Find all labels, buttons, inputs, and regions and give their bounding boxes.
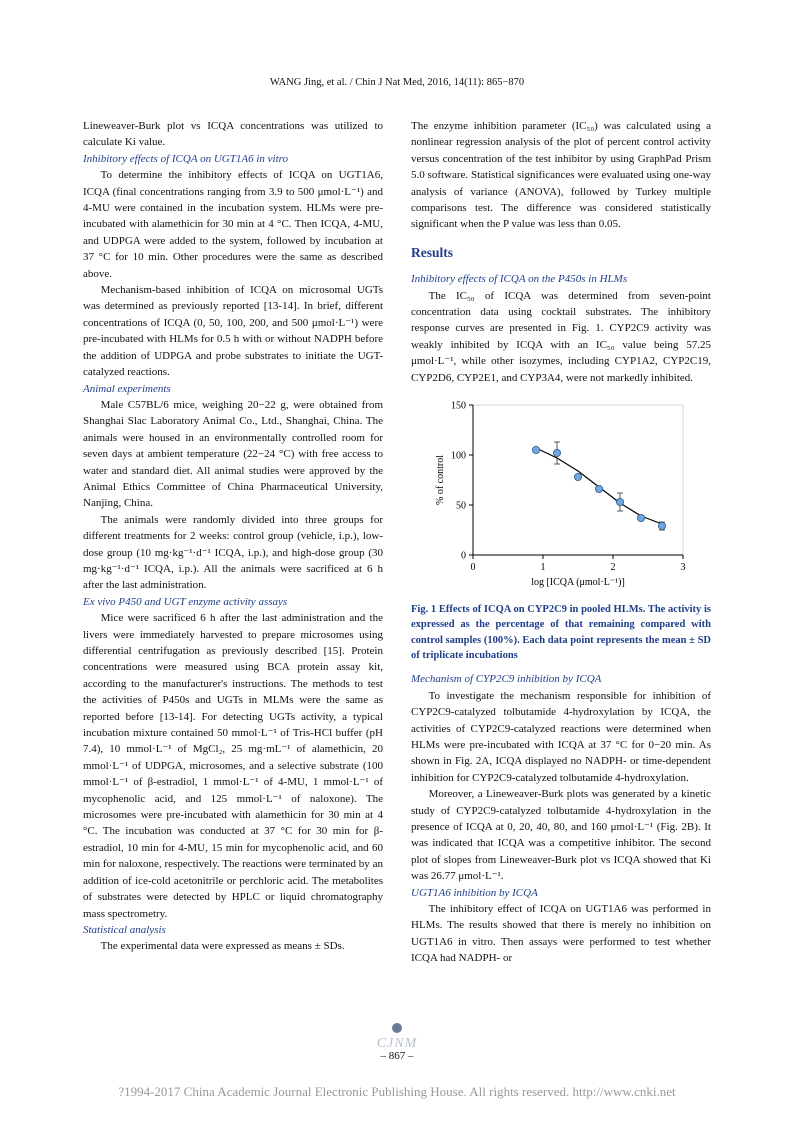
paragraph: To determine the inhibitory effects of ICQA on UGT1A6, ICQA (final concentrations ranging from 3.9 to 500 μmol·L⁻¹) and 4-MU were contained in the incubation system. HLMs were pre-incubated with alamethicin for 30 min at 4 °C. Then ICQA, 4-MU, and UDPGA were added to the system, followed by incubation at 37 °C for 10 min. Other procedures were the same as described above. (83, 169, 383, 280)
section-heading-results: Results (411, 244, 454, 260)
paragraph: The experimental data were expressed as means ± SDs. (100, 940, 345, 953)
logo-text: CJNM (376, 1036, 418, 1051)
subheading: Mechanism of CYP2C9 inhibition by ICQA (411, 673, 602, 686)
paragraph: Moreover, a Lineweaver-Burk plots was generated by a kinetic study of CYP2C9-catalyzed tolbutamide 4-hydroxylation in the presence of ICQA at 0, 20, 40, 80, and 160 μmol·L⁻¹ (Fig. 2B). It was indicated that ICQA was a competitive inhibitor. The second plot of slopes from Lineweaver-Burk plot vs ICQA showed that Ki was 26.77 μmol·L⁻¹. (411, 788, 711, 883)
paragraph: The inhibitory effect of ICQA on UGT1A6 was performed in HLMs. The results showed that there is merely no inhibition on UGT1A6 in vitro. Then assays were performed to test whether ICQA had NADPH- or (411, 902, 711, 965)
subheading: Inhibitory effects of ICQA on UGT1A6 in vitro (83, 152, 289, 165)
x-tick-label: 3 (680, 562, 686, 574)
figure-caption: Fig. 1 Effects of ICQA on CYP2C9 in pooled HLMs. The activity is expressed as the percentage of that remaining compared with control samples (100%). Each data point represents the mean ± SD of triplicate incubations (411, 604, 711, 661)
data-point (658, 522, 665, 529)
paragraph: Male C57BL/6 mice, weighing 20−22 g, were obtained from Shanghai Slac Laboratory Animal Co., Ltd., Shanghai, China. The animals were housed in an environmentally controlled room for seven days at ambient temperature (22−24 °C) with free access to water and standard diet. All animal studies were approved by the Animal Ethics Committee of China Pharmaceutical University, Nanjing, China. (83, 398, 383, 510)
page-number: – 867 – (380, 1050, 414, 1062)
paragraph: The IC₅₀ of ICQA was determined from seven-point concentration data using cocktail substrates. The inhibitory response curves are presented in Fig. 1. CYP2C9 activity was weakly inhibited by ICQA with an IC₅₀ value being 57.25 μmol·L⁻¹, while other isozymes, including CYP1A2, CYP2C19, CYP2D6, CYP2E1, and CYP3A4, were not markedly inhibited. (411, 289, 711, 384)
data-point (595, 485, 602, 492)
paragraph: The animals were randomly divided into three groups for different treatments for 2 weeks: control group (vehicle, i.p.), low-dose group (10 mg·kg⁻¹·d⁻¹ ICQA, i.p.), and high-dose group (30 mg·kg⁻¹·d⁻¹ ICQA, i.p.). All the animals were sacrificed at 6 h after the last administration. (83, 513, 383, 592)
left-column (83, 118, 383, 955)
data-point (574, 473, 581, 480)
data-point (616, 498, 623, 505)
paragraph: Mice were sacrificed 6 h after the last administration and the livers were immediately harvested to prepare microsomes using differential centrifugation as previously described [15]. Protein concentrations were measured using BCA protein assay kit, according to the manufacturer's instructions. The methods to test the activities of P450s and UGTs in MLMs were the same as reported before [13-14]. For detecting UGTs activity, a typical incubation mixture contained 50 mmol·L⁻¹ of Tris-HCl buffer (pH 7.4), 10 mmol·L⁻¹ of MgCl₂, 25 mg·mL⁻¹ of alamethicin, 20 mmol·L⁻¹ of UDPGA, microsomes, and a selective substrate (100 mmol·L⁻¹ of β-estradiol, 1 mmol·L⁻¹ of 4-MU, 1 mmol·L⁻¹ of mycophenolic acid, and 125 mmol·L⁻¹ of naloxone). The microsomes were pre-incubated with alamethicin for 30 min at 4 °C. The incubation was conducted at 37 °C for 30 min for β-estradiol, 10 min for 4-MU, 15 min for mycophenolic acid, and 60 min for naloxone, respectively. The reactions were terminated by an addition of ice-cold acetonitrile or perchloric acid. The metabolites of substrates were detected by HPLC or liquid chromatography mass spectrometry. (83, 612, 383, 920)
y-axis-label: % of control (435, 455, 446, 506)
paragraph: The enzyme inhibition parameter (IC₅₀) was calculated using a nonlinear regression analysis of the plot of percent control activity versus concentration of the test inhibitor by using GraphPad Prism 5.0 software. Statistical significances were evaluated using one-way analysis of variance (ANOVA), followed by Turkey multiple comparisons test. The difference was considered statistically significant when the P value was less than 0.05. (411, 120, 711, 231)
subheading: UGT1A6 inhibition by ICQA (411, 886, 538, 899)
subheading: Ex vivo P450 and UGT enzyme activity assays (83, 595, 288, 608)
paragraph: Mechanism-based inhibition of ICQA on microsomal UGTs was determined as previously reported [13-14]. In brief, different concentrations of ICQA (0, 50, 100, 200, and 500 μmol·L⁻¹) were pre-incubated with HLMs for 0.5 h with or without NADPH before the addition of UDPGA and probe substrates to initiate the UGT-catalyzed reactions. (83, 284, 383, 379)
logo-dot-icon (392, 1023, 402, 1033)
right-column (411, 118, 711, 967)
x-tick-label: 2 (610, 562, 616, 574)
paragraph: To investigate the mechanism responsible for inhibition of CYP2C9-catalyzed tolbutamide 4-hydroxylation by ICQA, the activities of CYP2C9-catalyzed reactions were determined when HLMs were pre-incubated with ICQA at 37 °C for 0−20 min. As shown in Fig. 2A, ICQA displayed no NADPH- or time-dependent inhibition for CYP2C9-catalyzed tolbutamide 4-hydroxylation. (411, 689, 711, 784)
data-point (637, 514, 644, 521)
x-axis-label: log [ICQA (μmol·L⁻¹)] (531, 577, 625, 589)
x-tick-label: 1 (540, 562, 546, 574)
y-tick-label: 0 (461, 550, 466, 562)
running-header: WANG Jing, et al. / Chin J Nat Med, 2016, 14(11): 865−870 (269, 77, 525, 88)
subheading: Inhibitory effects of ICQA on the P450s in HLMs (411, 273, 628, 286)
paragraph: Lineweaver-Burk plot vs ICQA concentrations was utilized to calculate Ki value. (83, 120, 383, 149)
subheading: Statistical analysis (83, 923, 166, 936)
x-tick-label: 0 (470, 562, 476, 574)
data-point (553, 449, 560, 456)
y-tick-label: 50 (456, 500, 466, 512)
copyright-notice: ?1994-2017 China Academic Journal Electronic Publishing House. All rights reserved. http://www.cnki.net (118, 1084, 676, 1099)
subheading: Animal experiments (83, 382, 171, 395)
y-tick-label: 100 (451, 450, 466, 462)
dose-response-chart (411, 390, 711, 596)
data-point (532, 446, 539, 453)
figure-1 (411, 390, 711, 596)
y-tick-label: 150 (451, 400, 466, 412)
journal-logo (0, 1020, 794, 1052)
